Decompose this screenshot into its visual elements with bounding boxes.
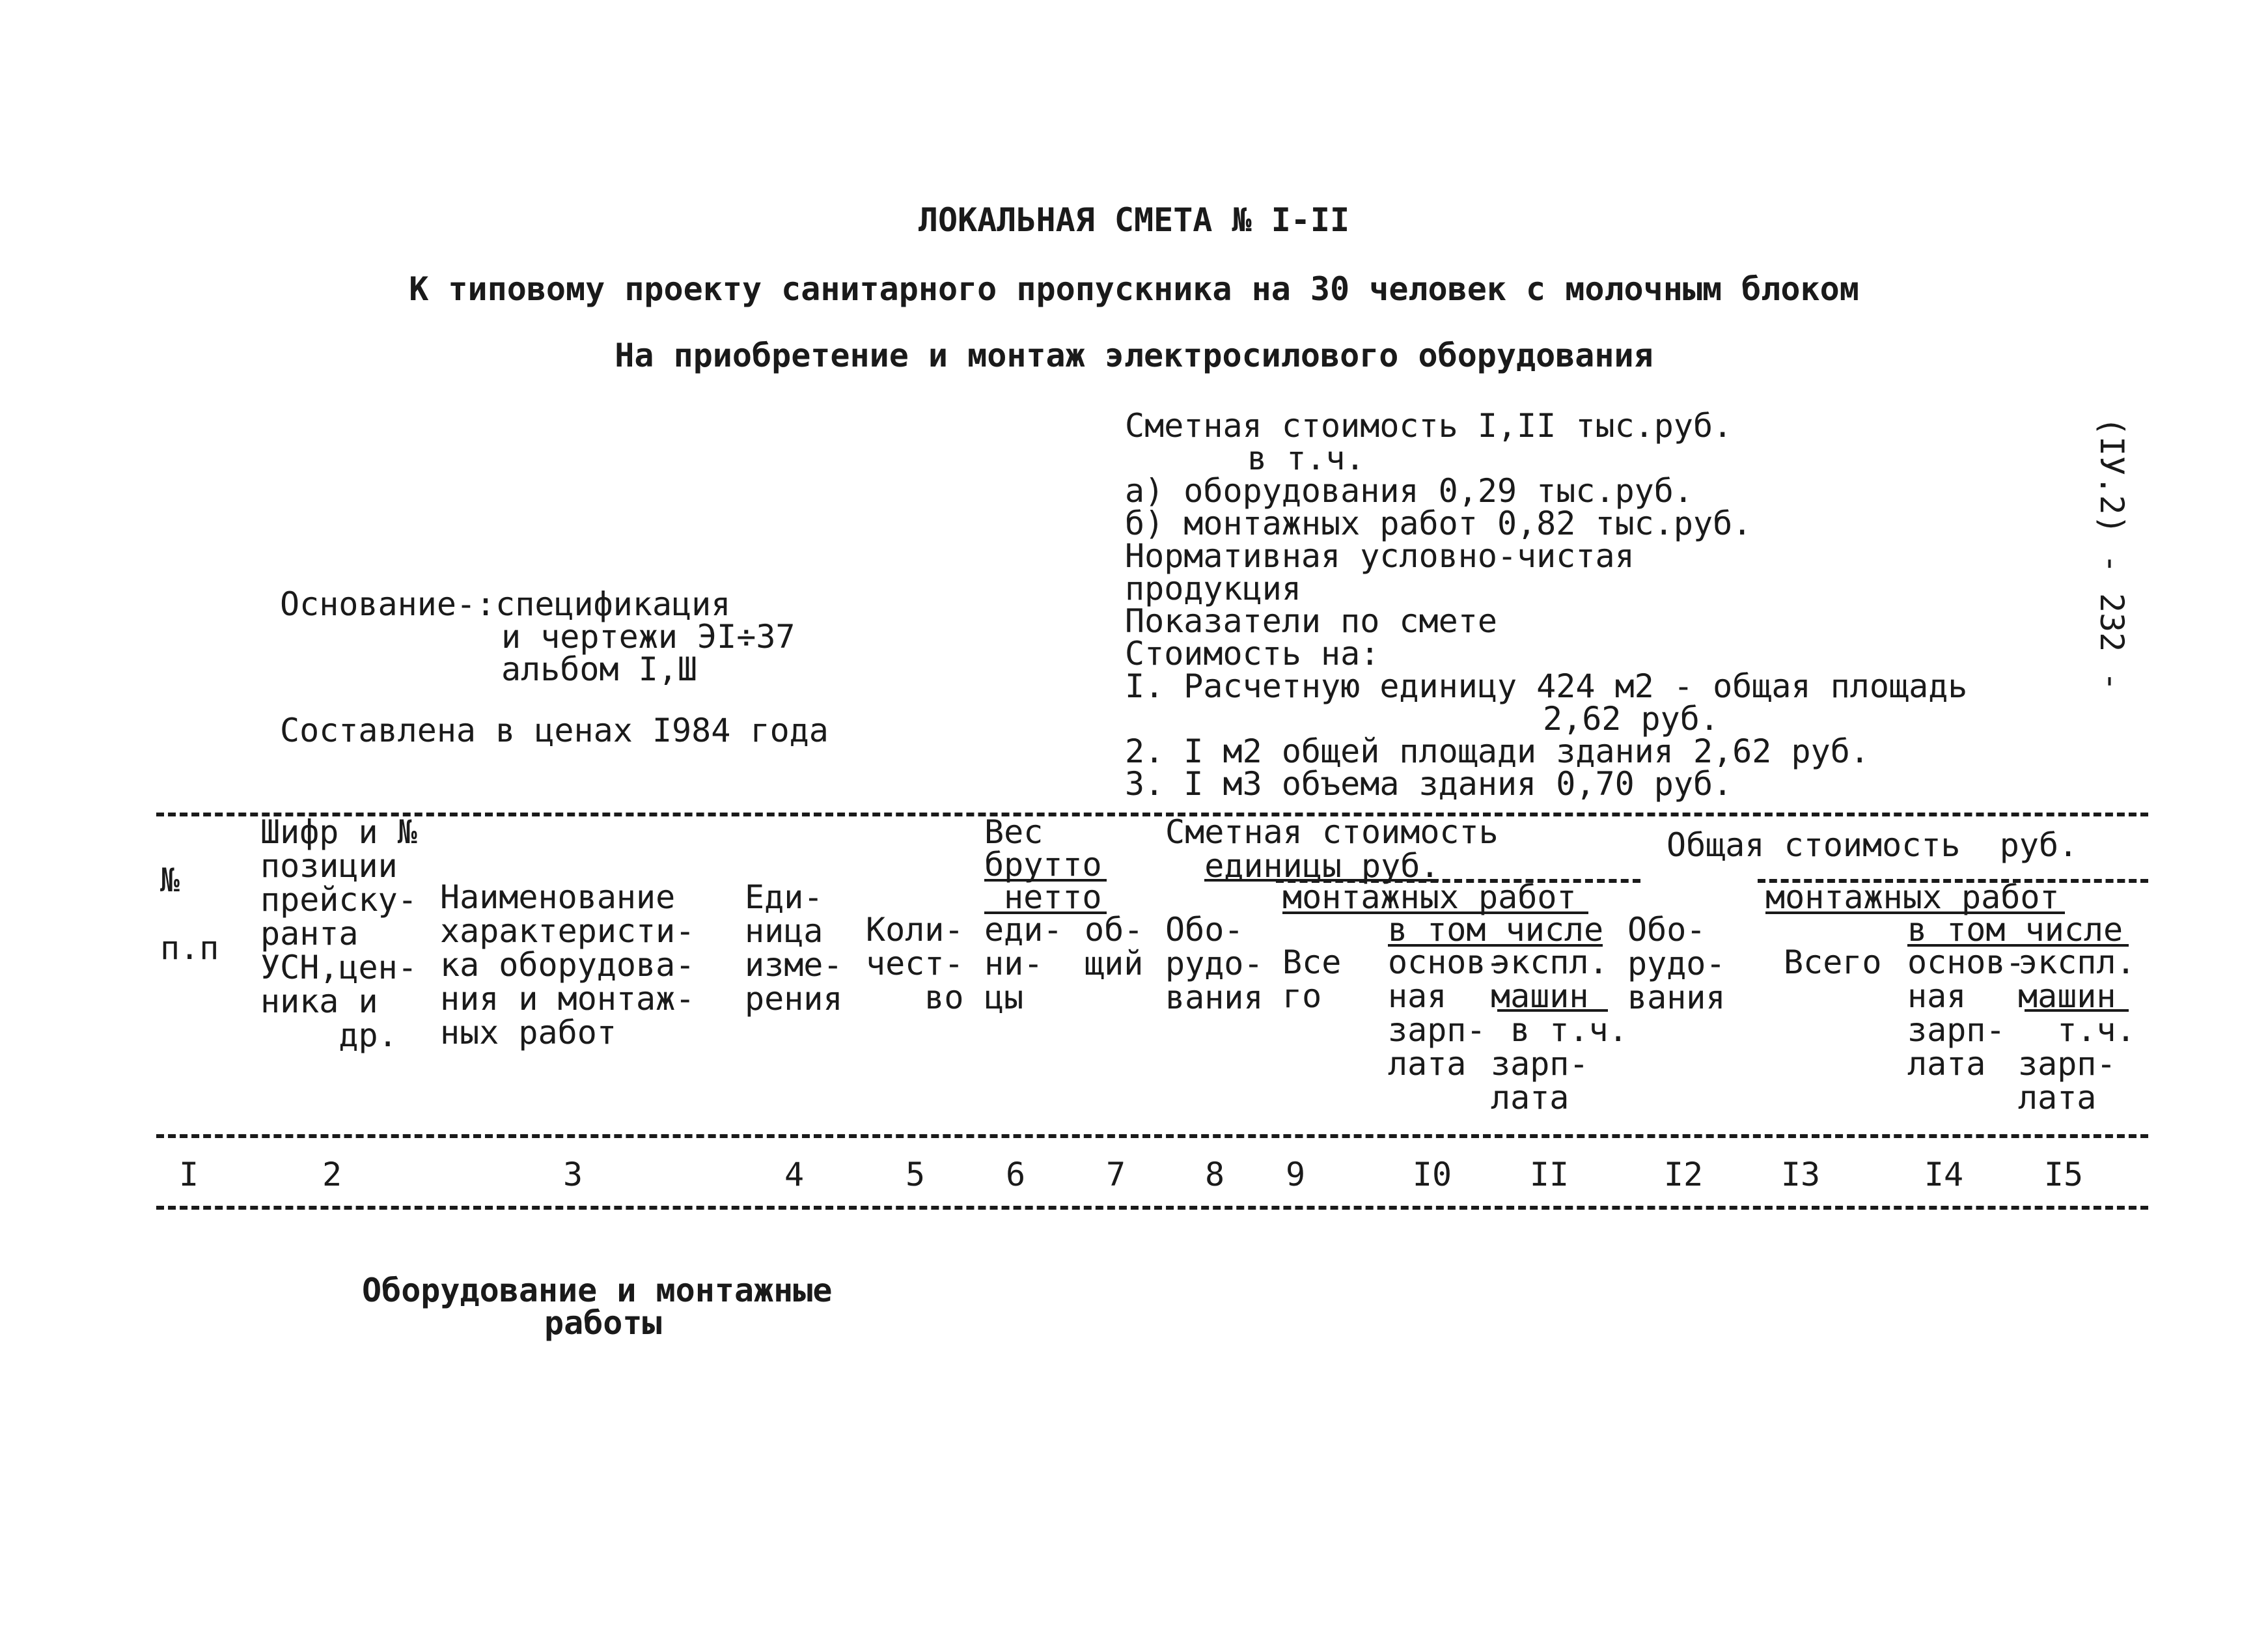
header-qty: Коли- чест- во: [866, 911, 964, 1016]
numbers-bottom-rule: [156, 1206, 2148, 1210]
document-purpose: На приобретение и монтаж электросилового оборудования: [615, 337, 1653, 374]
col-number: 7: [1105, 1156, 1126, 1193]
cost-line: Нормативная условно-чистая: [1125, 537, 1635, 575]
header-total-cost: Общая стоимость руб.: [1666, 826, 2079, 864]
header-base-1: основ- ная зарп- лата: [1388, 943, 1506, 1083]
cost-line: б) монтажных работ 0,82 тыс.руб.: [1125, 505, 1752, 542]
col-number: 9: [1285, 1156, 1306, 1193]
section-heading-line2: работы: [544, 1304, 662, 1342]
side-page-label: [2093, 417, 2172, 755]
header-tot-total: Всего: [1784, 943, 1882, 981]
header-bottom-rule: [156, 1134, 2148, 1138]
header-tot-equip: Обо- рудо- вания: [1627, 911, 1726, 1016]
cost-line: продукция: [1125, 570, 1301, 607]
basis-line: альбом I,Ш: [501, 650, 698, 688]
header-weight: Вес: [984, 813, 1044, 851]
header-weight-total: об- щий: [1085, 911, 1144, 982]
cost-line: Показатели по смете: [1125, 602, 1497, 640]
exp-2-underline: [2025, 1009, 2129, 1012]
cost-line: I. Расчетную единицу 424 м2 - общая площадь: [1125, 667, 1968, 705]
col-number: I2: [1663, 1156, 1704, 1193]
header-weight-unit: еди- ни- цы: [984, 911, 1063, 1016]
header-brutto: брутто: [984, 846, 1102, 884]
header-num: № п.п: [160, 861, 219, 967]
section-heading-line1: Оборудование и монтажные: [362, 1272, 833, 1309]
col-number: 3: [562, 1156, 583, 1193]
header-incl-2: в том числе: [1907, 911, 2123, 949]
cost-line: 2,62 руб.: [1543, 700, 1719, 738]
col-number: I0: [1412, 1156, 1452, 1193]
cost-line: а) оборудования 0,29 тыс.руб.: [1125, 472, 1693, 510]
header-exp-1: экспл. машин в т.ч. зарп- лата: [1491, 943, 1628, 1117]
side-page-label-text: (IУ.2) - 232 -: [2093, 417, 2131, 691]
col-number: I5: [2043, 1156, 2084, 1193]
exp-1-underline: [1497, 1009, 1608, 1012]
col-number: 8: [1204, 1156, 1225, 1193]
header-unit-total: Все го: [1282, 943, 1342, 1015]
col-number: 4: [784, 1156, 805, 1193]
col-number: I3: [1780, 1156, 1821, 1193]
cost-line: в т.ч.: [1247, 439, 1365, 477]
col-number: I: [178, 1156, 199, 1193]
header-unit-cost: Сметная стоимость единицы руб.: [1165, 813, 1499, 885]
header-code: Шифр и № позиции прейску- ранта УСН,цен- ника и др.: [260, 813, 417, 1054]
col-number: 5: [905, 1156, 926, 1193]
header-tot-mount: монтажных работ: [1765, 878, 2060, 916]
header-unit-mount: монтажных работ: [1282, 878, 1577, 916]
cost-line: Сметная стоимость I,II тыс.руб.: [1125, 407, 1733, 445]
basis-line: и чертежи ЭI÷37: [501, 618, 795, 656]
document-title: ЛОКАЛЬНАЯ СМЕТА № I-II: [918, 201, 1350, 239]
header-netto: нетто: [1004, 878, 1102, 916]
header-name: Наименование характеристи- ка оборудова- ния и монтаж- ных работ: [440, 878, 695, 1051]
col-number: 2: [322, 1156, 342, 1193]
header-base-2: основ- ная зарп- лата: [1907, 943, 2025, 1083]
document-subtitle: К типовому проекту санитарного пропускника на 30 человек с молочным блоком: [409, 270, 1859, 308]
cost-line: Стоимость на:: [1125, 635, 1380, 673]
cost-line: 3. I м3 объема здания 0,70 руб.: [1125, 765, 1733, 803]
basis-line: Основание-:спецификация: [280, 585, 731, 623]
cost-line: 2. I м2 общей площади здания 2,62 руб.: [1125, 732, 1870, 770]
header-unit: Еди- ница изме- рения: [745, 878, 843, 1018]
prices-note: Составлена в ценах I984 года: [280, 712, 829, 749]
header-exp-2: экспл. машин т.ч. зарп- лата: [2018, 943, 2136, 1117]
col-number: I4: [1924, 1156, 1964, 1193]
header-unit-equip: Обо- рудо- вания: [1165, 911, 1264, 1016]
col-number: 6: [1005, 1156, 1026, 1193]
col-number: II: [1529, 1156, 1570, 1193]
table-top-rule: [156, 813, 2148, 816]
header-incl-1: в том числе: [1388, 911, 1604, 949]
